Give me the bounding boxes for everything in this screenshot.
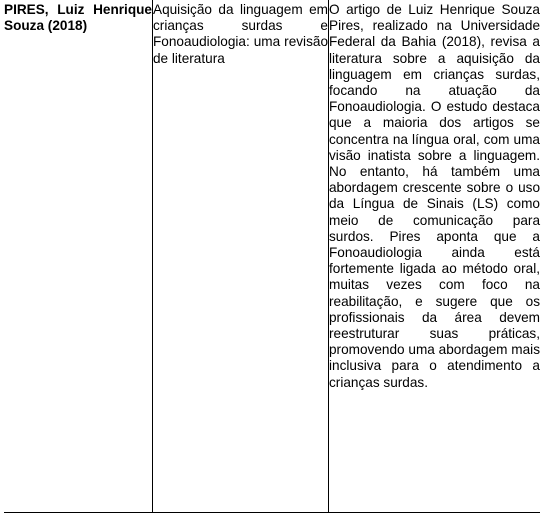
title-cell: Aquisição da linguagem em crianças surdas e Fonoaudiologia: uma revisão de literatura	[153, 0, 329, 512]
author-cell: PIRES, Luiz Henrique Souza (2018)	[4, 0, 153, 512]
summary-cell: O artigo de Luiz Henrique Souza Pires, realizado na Universidade Federal da Bahia (2018), revisa a literatura sobre a aquisição da linguagem em crianças surdas, focando na atuação da Fonoaudiologia. O estudo destaca que a maioria dos artigos se concentra na língua oral, com uma visão inatista sobre a linguagem. No entanto, há também uma abordagem crescente sobre o uso da Língua de Sinais (LS) como meio de comunicação para surdos. Pires aponta que a Fonoaudiologia ainda está fortemente ligada ao método oral, muitas vezes com foco na reabilitação, e sugere que os profissionais da área devem reestruturar suas práticas, promovendo uma abordagem mais inclusiva para o atendimento a crianças surdas.	[329, 2, 540, 390]
table-row	[4, 0, 540, 512]
literature-review-table	[4, 0, 540, 512]
table-bottom-border	[4, 512, 540, 513]
